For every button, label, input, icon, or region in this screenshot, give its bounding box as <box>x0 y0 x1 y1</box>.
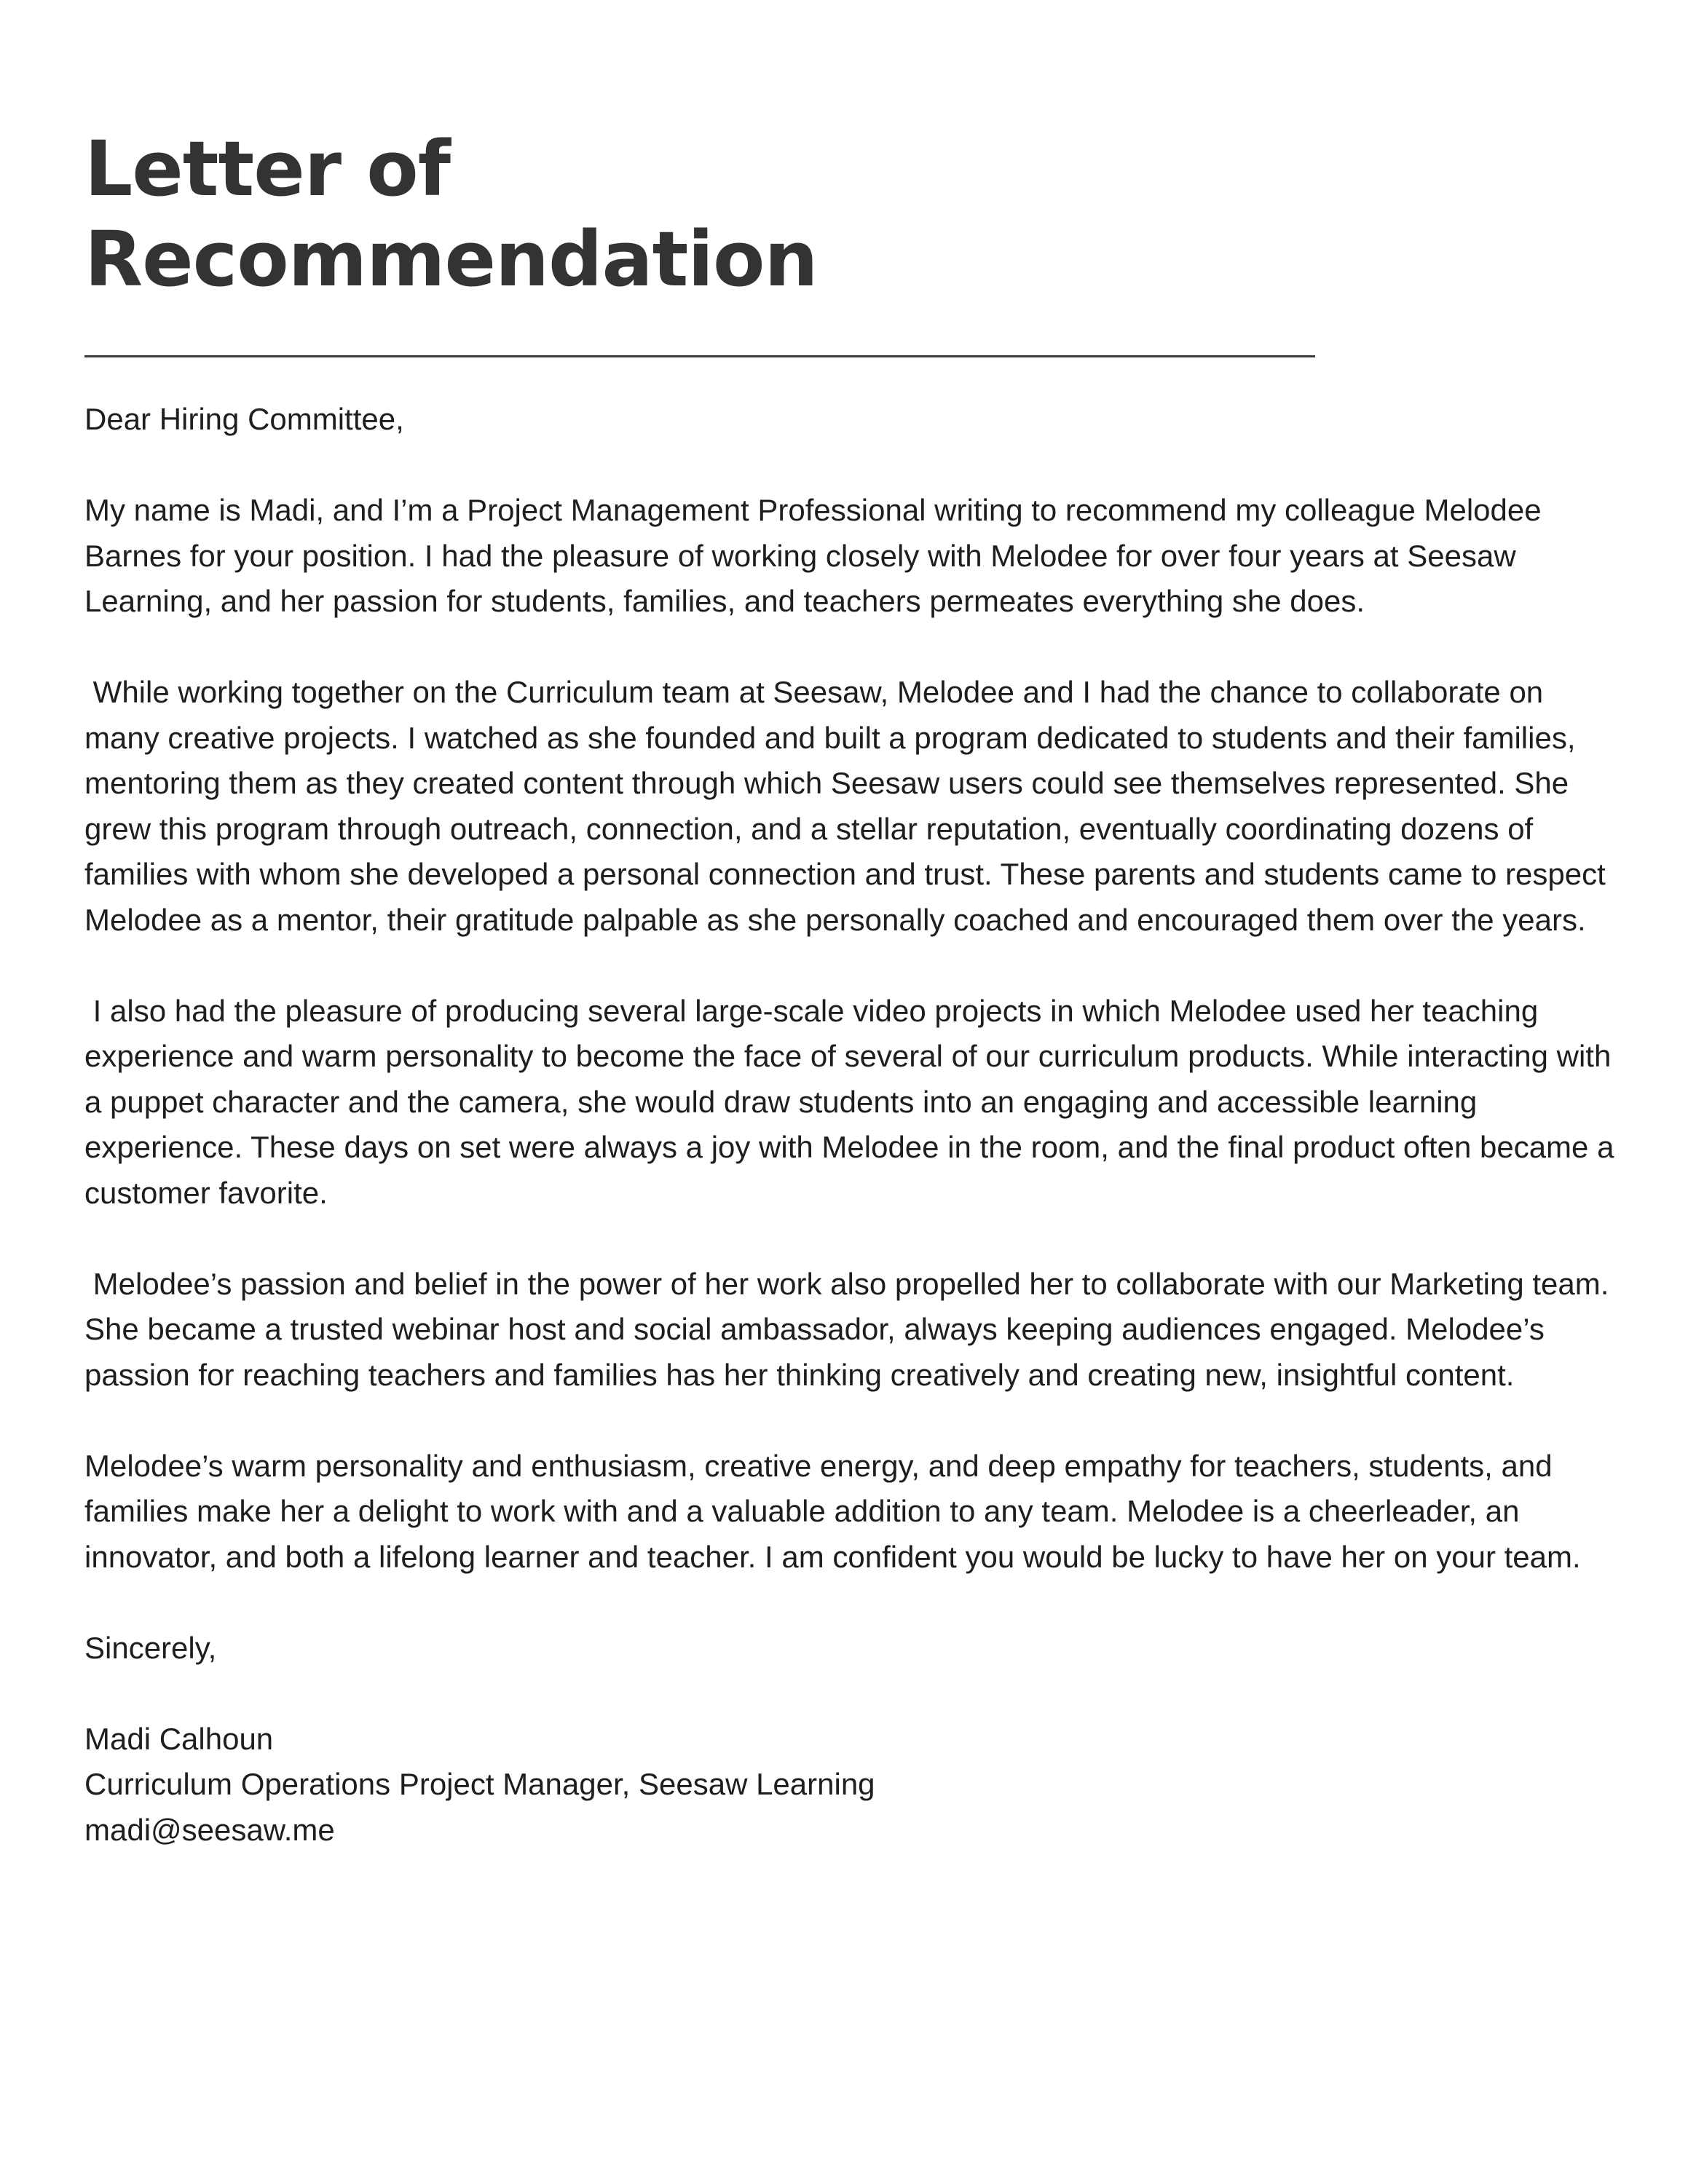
paragraph-3: I also had the pleasure of producing several large-scale video projects in which Melodee used her teaching experience and warm personality to become the face of several of our curriculum products. While interacting with a puppet character and the camera, she would draw students into an engaging and accessible learning experience. These days on set were always a joy with Melodee in the room, and the final product often became a customer favorite. <box>84 993 1623 1210</box>
signature-name: Madi Calhoun <box>84 1721 274 1756</box>
page-title <box>84 124 1621 304</box>
divider <box>84 355 1315 357</box>
letter-body <box>84 397 1621 1853</box>
paragraph-2: While working together on the Curriculum team at Seesaw, Melodee and I had the chance to collaborate on many creative projects. I watched as she founded and built a program dedicated to students and their families, mentoring them as they created content through which Seesaw users could see themselves represented. She grew this program through outreach, connection, and a stellar reputation, eventually coordinating dozens of families with whom she developed a personal connection and trust. These parents and students came to respect Melodee as a mentor, their gratitude palpable as she personally coached and encouraged them over the years. <box>84 675 1614 937</box>
salutation: Dear Hiring Committee, <box>84 402 404 436</box>
title-line-1: Letter of <box>84 124 450 213</box>
title-line-2: Recommendation <box>84 215 818 304</box>
closing: Sincerely, <box>84 1630 217 1665</box>
signature-role: Curriculum Operations Project Manager, Seesaw Learning <box>84 1767 875 1801</box>
paragraph-4: Melodee’s passion and belief in the power of her work also propelled her to collaborate with our Marketing team. She became a trusted webinar host and social ambassador, always keeping audiences engaged. Melodee’s passion for reaching teachers and families has her thinking creatively and creating new, insightful content. <box>84 1266 1618 1392</box>
paragraph-5: Melodee’s warm personality and enthusiasm, creative energy, and deep empathy for teachers, students, and families make her a delight to work with and a valuable addition to any team. Melodee is a cheerleader, an innovator, and both a lifelong learner and teacher. I am confident you would be lucky to have her on your team. <box>84 1448 1581 1574</box>
signature-block <box>84 1717 1621 1853</box>
paragraph-1: My name is Madi, and I’m a Project Management Professional writing to recommend my colleague Melodee Barnes for your position. I had the pleasure of working closely with Melodee for over four years at Seesaw Learning, and her passion for students, families, and teachers permeates everything she does. <box>84 493 1550 618</box>
signature-email: madi@seesaw.me <box>84 1812 335 1847</box>
letter-page <box>84 124 1621 1853</box>
